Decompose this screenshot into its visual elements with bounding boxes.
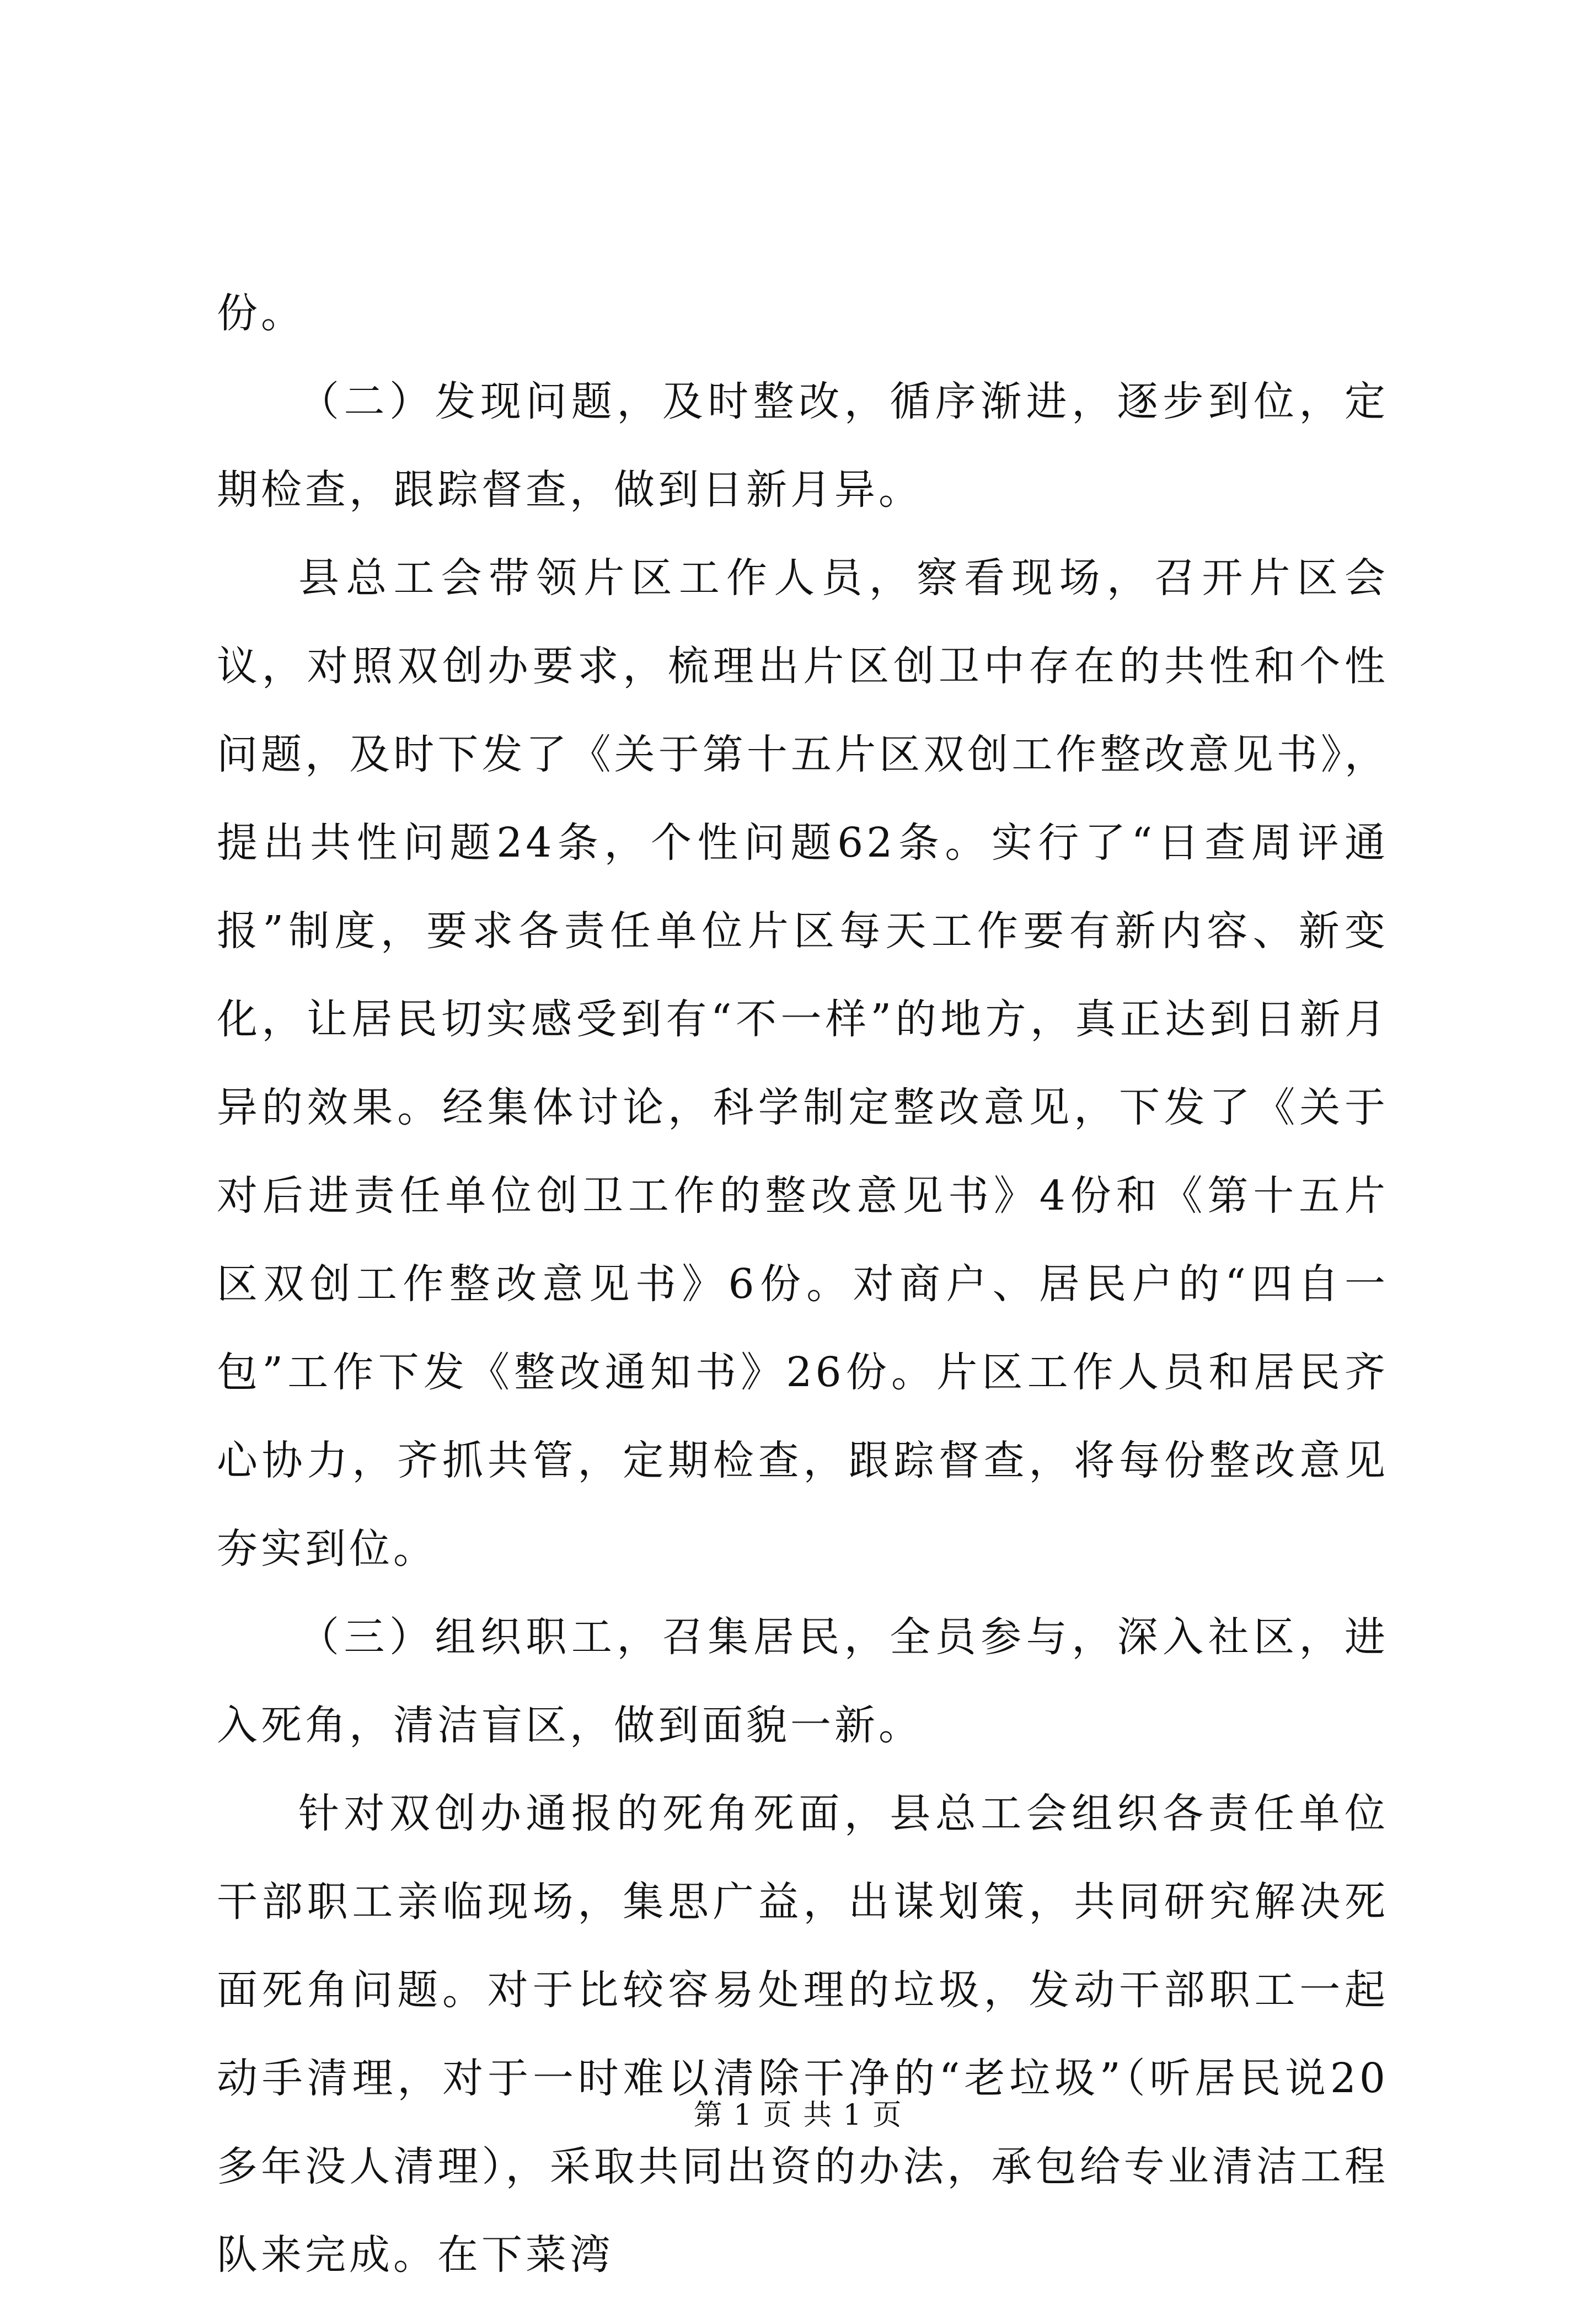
section-heading-3: （三）组织职工，召集居民，全员参与，深入社区，进入死角，清洁盲区，做到面貌一新。 bbox=[217, 1613, 1389, 1749]
section-heading-2: （二）发现问题，及时整改，循序渐进，逐步到位，定期检查，跟踪督查，做到日新月异。 bbox=[217, 378, 1389, 514]
paragraph-rectification: 县总工会带领片区工作人员，察看现场，召开片区会议，对照双创办要求，梳理出片区创卫中存在的共性和个性问题，及时下发了《关于第十五片区双创工作整改意见书》，提出共性问题24条，个性问题62条。实行了“日查周评通报”制度，要求各责任单位片区每天工作要有新内容、新变化，让居民切实感受到有“不一样”的地方，真正达到日新月异的效果。经集体讨论，科学制定整改意见，下发了《关于对后进责任单位创卫工作的整改意见书》4份和《第十五片区双创工作整改意见书》6份。对商户、居民户的“四自一包”工作下发《整改通知书》26份。片区工作人员和居民齐心协力，齐抓共管，定期检查，跟踪督查，将每份整改意见夯实到位。 bbox=[217, 554, 1389, 1573]
document-body bbox=[217, 269, 1389, 2299]
paragraph-continuation: 份。 bbox=[217, 290, 305, 337]
paragraph-cleanup: 针对双创办通报的死角死面，县总工会组织各责任单位干部职工亲临现场，集思广益，出谋划策，共同研究解决死面死角问题。对于比较容易处理的垃圾，发动干部职工一起动手清理，对于一时难以清除干净的“老垃圾”（听居民说20多年没人清理），采取共同出资的办法，承包给专业清洁工程队来完成。在下菜湾 bbox=[217, 1790, 1389, 2279]
page-footer: 第 1 页 共 1 页 bbox=[693, 2099, 903, 2132]
